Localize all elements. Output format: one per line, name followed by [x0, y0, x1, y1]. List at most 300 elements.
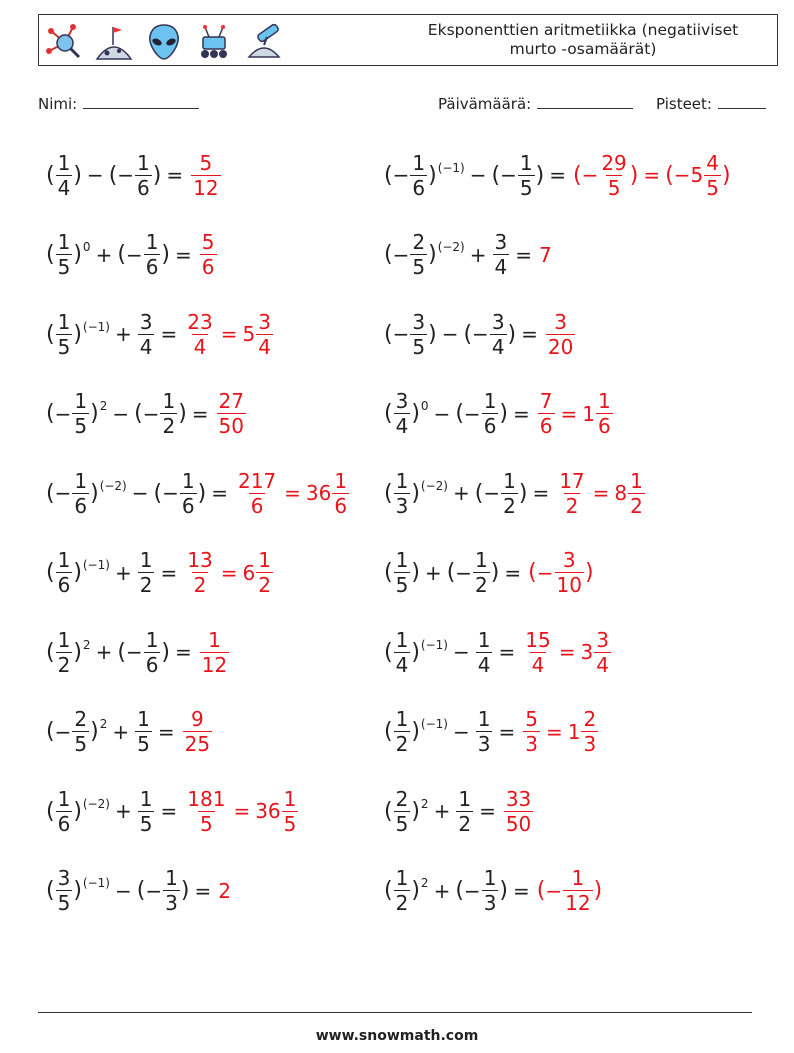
problem-expression: [46, 391, 214, 436]
fraction: $\frac{1}{5}$: [57, 230, 71, 279]
minus-sign: −: [54, 481, 72, 505]
whole-number: 7: [539, 242, 552, 267]
minus-sign: −: [452, 719, 470, 744]
problem-answer: [572, 150, 731, 200]
problem-18: [384, 781, 534, 841]
fraction: $\frac{13}{2}$: [187, 548, 213, 597]
parenthesis: (: [384, 560, 393, 585]
exponent: 2: [420, 876, 429, 890]
fraction: $\frac{1}{5}$: [137, 707, 150, 756]
minus-sign: −: [114, 878, 132, 903]
problem-answer: [190, 150, 221, 200]
parenthesis: (: [384, 480, 393, 506]
parenthesis: ): [73, 878, 82, 903]
parenthesis: (: [117, 639, 126, 665]
parenthesis: ): [73, 162, 82, 188]
parenthesis: ): [73, 321, 82, 347]
fraction: $\frac{1}{3}$: [395, 468, 409, 518]
problem-expression: [384, 232, 537, 277]
fraction: $\frac{1}{2}$: [503, 468, 516, 518]
plus-sign: +: [95, 640, 113, 664]
problem-answer: [522, 627, 612, 677]
minus-sign: −: [131, 481, 149, 505]
name-blank[interactable]: [83, 94, 199, 109]
fraction: $\frac{1}{5}$: [395, 548, 409, 597]
minus-sign: −: [441, 322, 459, 346]
fraction: $\frac{3}{4}$: [494, 230, 508, 279]
problem-answer: [537, 391, 614, 436]
parenthesis: (: [46, 560, 55, 585]
whole-number: 8: [614, 481, 628, 505]
equals-sign: =: [191, 401, 209, 426]
date-field: [438, 94, 633, 113]
problem-expression: [46, 868, 216, 913]
problem-answer: [218, 879, 231, 903]
minus-sign: −: [469, 163, 487, 187]
problem-answer: [528, 550, 593, 595]
problem-answer: [216, 391, 247, 436]
minus-sign: −: [536, 560, 554, 585]
parenthesis: ): [411, 878, 420, 903]
equals-sign: =: [545, 719, 563, 744]
name-field: [38, 94, 199, 113]
problem-9: [46, 463, 350, 523]
exponent: (−1): [82, 319, 110, 334]
parenthesis: ): [90, 480, 99, 506]
problem-answer: [184, 550, 274, 595]
fraction: $\frac{1}{3}$: [483, 866, 497, 915]
parenthesis: (: [384, 639, 393, 665]
score-field: [656, 94, 766, 113]
parenthesis: (: [108, 162, 118, 188]
plus-sign: +: [433, 799, 451, 823]
parenthesis: (: [491, 162, 501, 188]
problem-answer: [539, 243, 552, 267]
minus-sign: −: [581, 163, 599, 187]
parenthesis: (: [134, 401, 143, 426]
problem-expression: [46, 309, 182, 359]
fraction: $\frac{3}{20}$: [547, 309, 574, 359]
problem-expression: [46, 150, 188, 200]
parenthesis: (: [46, 719, 55, 744]
whole-number: 36: [305, 481, 332, 505]
fraction: $\frac{3}{10}$: [556, 548, 582, 597]
parenthesis: ): [499, 401, 509, 426]
fraction: $\frac{33}{50}$: [505, 786, 532, 836]
equals-sign: =: [166, 163, 184, 187]
parenthesis: (: [455, 401, 464, 426]
problem-expression: [384, 468, 554, 518]
whole-number: 2: [218, 878, 231, 903]
parenthesis: ): [428, 242, 437, 267]
fraction: $\frac{3}{5}$: [412, 309, 426, 359]
equals-sign: =: [513, 401, 530, 426]
minus-sign: −: [162, 481, 179, 505]
parenthesis: (: [384, 401, 393, 426]
exponent: 0: [420, 399, 429, 413]
parenthesis: ): [197, 480, 207, 506]
problem-4: [384, 225, 552, 285]
equals-sign: =: [194, 878, 212, 903]
parenthesis: ): [499, 878, 509, 903]
parenthesis: ): [90, 401, 99, 426]
problem-20: [384, 861, 602, 921]
equals-sign: =: [284, 481, 301, 505]
fraction: $\frac{4}{5}$: [706, 150, 719, 200]
problem-answer: [184, 786, 299, 836]
problem-expression: [46, 627, 197, 677]
problem-1: [46, 145, 222, 205]
rover-icon: [193, 21, 235, 63]
parenthesis: (: [536, 878, 546, 903]
fraction: $\frac{29}{5}$: [601, 150, 627, 200]
exponent: 2: [99, 717, 108, 731]
equals-sign: =: [175, 242, 192, 267]
minus-sign: −: [54, 719, 72, 744]
fraction: $\frac{1}{12}$: [565, 866, 591, 915]
fraction: $\frac{1}{6}$: [57, 786, 71, 836]
exponent: (−1): [437, 160, 465, 175]
problem-expression: [384, 868, 535, 913]
fraction: $\frac{1}{5}$: [57, 309, 71, 359]
minus-sign: −: [463, 878, 481, 903]
problem-14: [384, 622, 612, 682]
minus-sign: −: [433, 401, 451, 426]
parenthesis: ): [73, 798, 82, 824]
minus-sign: −: [392, 163, 410, 187]
problem-10: [384, 463, 646, 523]
parenthesis: ): [161, 639, 171, 665]
fraction: $\frac{217}{6}$: [237, 468, 277, 518]
equals-sign: =: [479, 799, 496, 823]
problem-answer: [522, 709, 599, 754]
equals-sign: =: [160, 322, 178, 346]
equals-sign: =: [220, 560, 238, 585]
parenthesis: ): [73, 560, 82, 585]
fraction: $\frac{1}{12}$: [201, 627, 228, 677]
problem-answer: [199, 627, 230, 677]
minus-sign: −: [145, 878, 163, 903]
problem-5: [46, 304, 274, 364]
fraction: $\frac{1}{6}$: [57, 548, 71, 597]
problem-3: [46, 225, 218, 285]
parenthesis: (: [46, 480, 55, 506]
parenthesis: (: [572, 162, 582, 188]
fraction: $\frac{1}{3}$: [165, 866, 178, 915]
whole-number: 1: [582, 401, 596, 426]
parenthesis: ): [411, 401, 420, 426]
parenthesis: (: [46, 639, 55, 665]
fraction: $\frac{1}{2}$: [139, 548, 153, 597]
satellite-icon: [43, 21, 85, 63]
parenthesis: (: [665, 162, 674, 188]
fraction: $\frac{1}{5}$: [283, 786, 297, 836]
problem-19: [46, 861, 231, 921]
problem-12: [384, 543, 594, 603]
fraction: $\frac{1}{2}$: [258, 548, 271, 597]
fraction: $\frac{1}{5}$: [519, 150, 533, 200]
problem-expression: [384, 550, 526, 595]
equals-sign: =: [513, 878, 530, 903]
equals-sign: =: [549, 163, 566, 187]
exponent: (−2): [99, 478, 127, 493]
problem-expression: [384, 627, 520, 677]
parenthesis: (: [384, 162, 393, 188]
fraction: $\frac{3}{4}$: [258, 309, 271, 359]
minus-sign: −: [673, 163, 691, 187]
parenthesis: (: [528, 560, 537, 585]
problem-answer: [503, 786, 534, 836]
minus-sign: −: [545, 878, 563, 903]
equals-sign: =: [560, 401, 578, 426]
fraction: $\frac{1}{6}$: [181, 468, 195, 518]
fraction: $\frac{7}{6}$: [539, 389, 553, 438]
fraction: $\frac{5}{12}$: [193, 150, 219, 200]
footer-url: www.snowmath.com: [315, 1028, 479, 1044]
problem-answer: [235, 468, 350, 518]
fraction: $\frac{1}{2}$: [162, 389, 176, 438]
problem-expression: [384, 150, 571, 200]
whole-number: 1: [567, 719, 581, 744]
parenthesis: ): [90, 719, 99, 744]
minus-sign: −: [483, 481, 501, 505]
equals-sign: =: [592, 481, 610, 505]
parenthesis: ): [411, 560, 420, 585]
problem-8: [384, 384, 614, 444]
parenthesis: ): [507, 321, 517, 347]
parenthesis: (: [46, 401, 55, 426]
parenthesis: ): [411, 480, 420, 506]
problem-answer: [182, 709, 213, 754]
fraction: $\frac{23}{4}$: [187, 309, 213, 359]
problem-16: [384, 702, 599, 762]
fraction: $\frac{1}{6}$: [145, 230, 159, 279]
exponent: (−2): [420, 478, 448, 493]
fraction: $\frac{17}{2}$: [559, 468, 585, 518]
minus-sign: −: [463, 401, 481, 426]
problem-17: [46, 781, 299, 841]
fraction: $\frac{1}{6}$: [334, 468, 348, 518]
problem-expression: [384, 391, 535, 436]
parenthesis: (: [474, 480, 484, 506]
fraction: $\frac{1}{4}$: [477, 627, 491, 677]
problem-expression: [46, 786, 182, 836]
fraction: $\frac{3}{4}$: [139, 309, 153, 359]
equals-sign: =: [175, 640, 192, 664]
problem-expression: [46, 468, 233, 518]
problem-11: [46, 543, 274, 603]
fraction: $\frac{15}{4}$: [525, 627, 551, 677]
fraction: $\frac{1}{3}$: [477, 707, 491, 756]
parenthesis: (: [153, 480, 163, 506]
minus-sign: −: [117, 163, 135, 187]
problem-7: [46, 384, 247, 444]
whole-number: 5: [690, 163, 704, 187]
parenthesis: (: [384, 242, 393, 267]
parenthesis: ): [152, 162, 162, 188]
fraction: $\frac{181}{5}$: [187, 786, 226, 836]
fraction: $\frac{1}{2}$: [57, 627, 71, 677]
fraction: $\frac{27}{50}$: [218, 389, 244, 438]
minus-sign: −: [125, 640, 143, 664]
minus-sign: −: [392, 322, 410, 346]
exponent: (−2): [82, 796, 110, 811]
minus-sign: −: [54, 401, 72, 426]
fraction: $\frac{5}{6}$: [201, 230, 215, 279]
fraction: $\frac{2}{5}$: [395, 786, 409, 836]
equals-sign: =: [160, 560, 178, 585]
parenthesis: ): [411, 798, 420, 824]
fraction: $\frac{1}{4}$: [57, 150, 71, 200]
worksheet-title: Eksponenttien aritmetiikka (negatiiviset murto -osamäärät): [427, 21, 739, 58]
parenthesis: (: [46, 321, 55, 347]
moon-flag-icon: [93, 21, 135, 63]
equals-sign: =: [515, 242, 533, 267]
parenthesis: (: [117, 242, 126, 267]
equals-sign: =: [521, 322, 538, 346]
exponent: (−1): [420, 637, 448, 652]
fraction: $\frac{2}{3}$: [583, 707, 597, 756]
equals-sign: =: [220, 322, 238, 346]
parenthesis: (: [455, 878, 464, 903]
problem-answer: [537, 868, 602, 913]
equals-sign: =: [504, 560, 522, 585]
equals-sign: =: [532, 481, 550, 505]
fraction: $\frac{1}{6}$: [137, 150, 150, 200]
problem-expression: [46, 232, 197, 277]
parenthesis: ): [161, 242, 171, 267]
plus-sign: +: [469, 242, 487, 267]
name-label: Nimi:: [38, 95, 78, 113]
problem-answer: [545, 309, 576, 359]
equals-sign: =: [160, 799, 178, 823]
footer-divider: [38, 1012, 752, 1013]
fraction: $\frac{1}{6}$: [412, 150, 426, 200]
whole-number: 36: [255, 799, 281, 823]
fraction: $\frac{1}{2}$: [395, 866, 409, 915]
parenthesis: (: [46, 878, 55, 903]
plus-sign: +: [114, 799, 132, 823]
worksheet-header: [38, 14, 778, 66]
plus-sign: +: [433, 878, 451, 903]
parenthesis: ): [428, 321, 437, 347]
equals-sign: =: [211, 481, 228, 505]
parenthesis: (: [46, 242, 55, 267]
fraction: $\frac{1}{2}$: [630, 468, 643, 518]
problem-answer: [184, 309, 274, 359]
fraction: $\frac{1}{5}$: [74, 389, 88, 438]
equals-sign: =: [498, 719, 516, 744]
parenthesis: (: [384, 321, 393, 347]
equals-sign: =: [157, 719, 175, 744]
parenthesis: ): [629, 162, 639, 188]
parenthesis: (: [46, 162, 55, 188]
parenthesis: ): [721, 162, 731, 188]
exponent: 2: [82, 637, 91, 652]
minus-sign: −: [392, 242, 410, 267]
equals-sign: =: [233, 799, 251, 823]
fraction: $\frac{9}{25}$: [184, 707, 211, 756]
problem-expression: [46, 550, 182, 595]
minus-sign: −: [455, 560, 473, 585]
parenthesis: (: [446, 560, 456, 585]
score-blank[interactable]: [718, 94, 766, 109]
equals-sign: =: [643, 163, 661, 187]
parenthesis: ): [178, 401, 187, 426]
parenthesis: (: [463, 321, 473, 347]
fraction: $\frac{1}{6}$: [145, 627, 159, 677]
plus-sign: +: [112, 719, 130, 744]
parenthesis: ): [180, 878, 190, 903]
parenthesis: ): [593, 878, 603, 903]
problem-expression: [384, 786, 501, 836]
header-icons: [43, 21, 285, 63]
whole-number: 5: [242, 322, 256, 346]
plus-sign: +: [95, 242, 113, 267]
parenthesis: (: [384, 719, 393, 744]
exponent: 2: [99, 399, 108, 413]
minus-sign: −: [86, 163, 104, 187]
fraction: $\frac{3}{4}$: [596, 627, 609, 677]
fraction: $\frac{1}{6}$: [598, 389, 611, 438]
minus-sign: −: [125, 242, 143, 267]
equals-sign: =: [498, 640, 516, 664]
minus-sign: −: [452, 640, 470, 664]
problem-answer: [199, 232, 218, 277]
problem-expression: [384, 709, 520, 754]
fraction: $\frac{2}{5}$: [412, 230, 426, 279]
plus-sign: +: [114, 322, 132, 346]
fraction: $\frac{1}{4}$: [395, 627, 409, 677]
plus-sign: +: [424, 560, 442, 585]
problem-6: [384, 304, 576, 364]
parenthesis: ): [411, 639, 420, 665]
plus-sign: +: [452, 481, 470, 505]
parenthesis: ): [584, 560, 594, 585]
fraction: $\frac{1}{2}$: [458, 786, 472, 836]
telescope-icon: [243, 21, 285, 63]
problem-answer: [556, 468, 646, 518]
problem-13: [46, 622, 230, 682]
problem-15: [46, 702, 213, 762]
fraction: $\frac{2}{5}$: [74, 707, 88, 756]
minus-sign: −: [472, 322, 489, 346]
exponent: 2: [420, 796, 429, 811]
problem-expression: [46, 709, 180, 754]
fraction: $\frac{1}{2}$: [395, 707, 409, 756]
parenthesis: ): [490, 560, 500, 585]
fraction: $\frac{3}{4}$: [395, 389, 409, 438]
exponent: (−1): [420, 717, 448, 731]
fraction: $\frac{1}{6}$: [483, 389, 497, 438]
date-label: Päivämäärä:: [438, 95, 532, 113]
equals-sign: =: [558, 640, 576, 664]
exponent: (−1): [82, 558, 110, 572]
parenthesis: ): [518, 480, 528, 506]
date-blank[interactable]: [537, 94, 633, 109]
parenthesis: ): [428, 162, 437, 188]
plus-sign: +: [114, 560, 132, 585]
parenthesis: (: [46, 798, 55, 824]
parenthesis: ): [73, 242, 82, 267]
exponent: (−1): [82, 876, 110, 890]
fraction: $\frac{1}{2}$: [475, 548, 488, 597]
fraction: $\frac{1}{6}$: [74, 468, 88, 518]
fraction: $\frac{3}{4}$: [491, 309, 505, 359]
whole-number: 6: [242, 560, 256, 585]
minus-sign: −: [142, 401, 160, 426]
parenthesis: (: [384, 878, 393, 903]
